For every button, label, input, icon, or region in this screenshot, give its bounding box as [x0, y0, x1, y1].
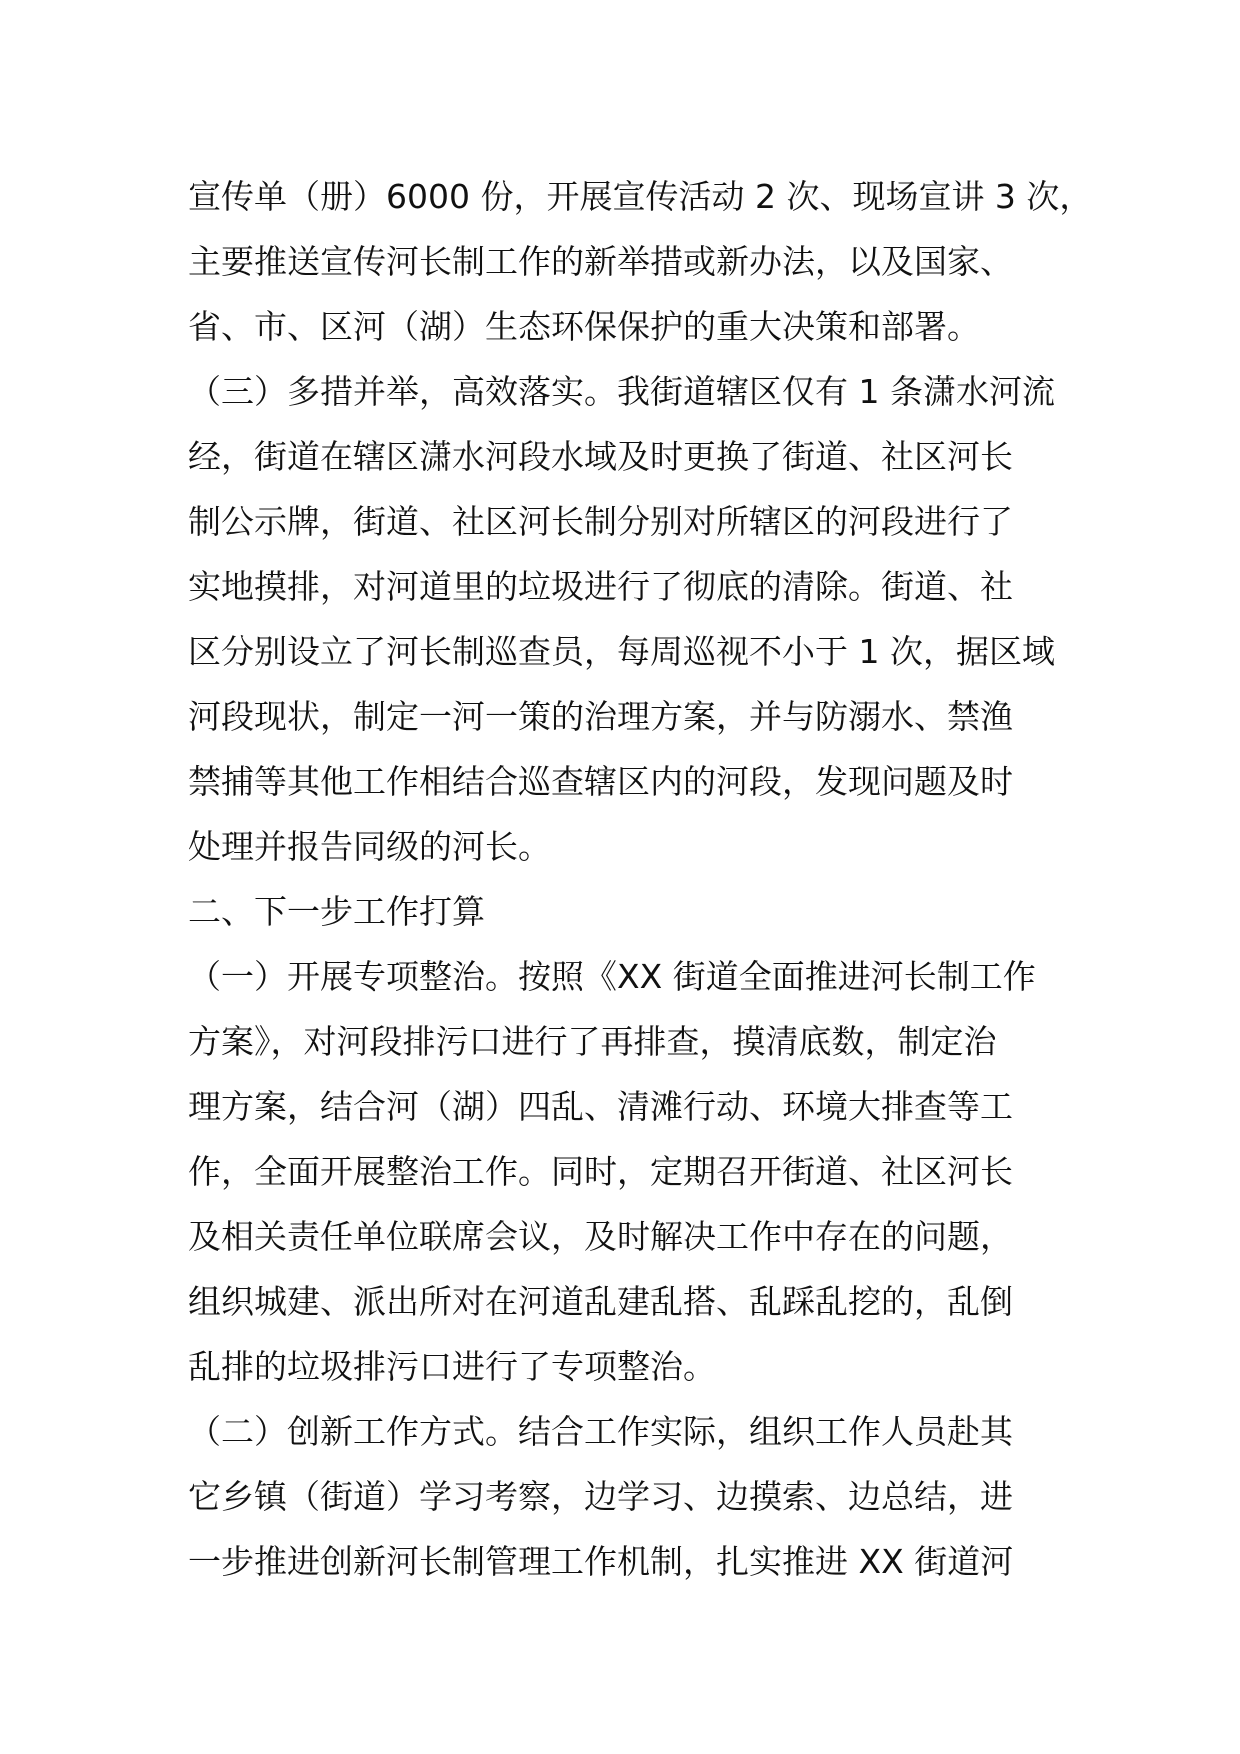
paragraph-line: 河段现状，制定一河一策的治理方案，并与防溺水、禁渔 [188, 697, 1013, 736]
paragraph-line: 方案》，对河段排污口进行了再排查，摸清底数，制定治 [188, 1022, 997, 1061]
paragraph-line: 作，全面开展整治工作。同时，定期召开街道、社区河长 [188, 1152, 1013, 1191]
paragraph-line: 经，街道在辖区潇水河段水域及时更换了街道、社区河长 [188, 437, 1013, 476]
paragraph-line: 实地摸排，对河道里的垃圾进行了彻底的清除。街道、社 [188, 567, 1013, 606]
paragraph-line: 一步推进创新河长制管理工作机制，扎实推进 XX 街道河 [188, 1542, 1014, 1581]
paragraph-line: 区分别设立了河长制巡查员，每周巡视不小于 1 次，据区域 [188, 632, 1055, 671]
paragraph-line: 组织城建、派出所对在河道乱建乱搭、乱踩乱挖的，乱倒 [188, 1282, 1013, 1321]
paragraph-line: 主要推送宣传河长制工作的新举措或新办法，以及国家、 [188, 242, 1013, 281]
paragraph-line: 制公示牌，街道、社区河长制分别对所辖区的河段进行了 [188, 502, 1013, 541]
paragraph-line: （一）开展专项整治。按照《XX 街道全面推进河长制工作 [188, 957, 1036, 996]
paragraph-line: 它乡镇（街道）学习考察，边学习、边摸索、边总结，进 [188, 1477, 1013, 1516]
document-body [188, 164, 1093, 1594]
paragraph-line: 省、市、区河（湖）生态环保保护的重大决策和部署。 [188, 307, 980, 346]
paragraph-line: 禁捕等其他工作相结合巡查辖区内的河段，发现问题及时 [188, 762, 1013, 801]
paragraph-line: （三）多措并举，高效落实。我街道辖区仅有 1 条潇水河流 [188, 372, 1055, 411]
section-heading: 二、下一步工作打算 [188, 892, 485, 931]
paragraph-line: 及相关责任单位联席会议，及时解决工作中存在的问题， [188, 1217, 1013, 1256]
paragraph-line: 理方案，结合河（湖）四乱、清滩行动、环境大排查等工 [188, 1087, 1013, 1126]
paragraph-line: （二）创新工作方式。结合工作实际，组织工作人员赴其 [188, 1412, 1013, 1451]
paragraph-line: 处理并报告同级的河长。 [188, 827, 551, 866]
paragraph-line: 宣传单（册）6000 份，开展宣传活动 2 次、现场宣讲 3 次， [188, 177, 1093, 216]
paragraph-line: 乱排的垃圾排污口进行了专项整治。 [188, 1347, 716, 1386]
